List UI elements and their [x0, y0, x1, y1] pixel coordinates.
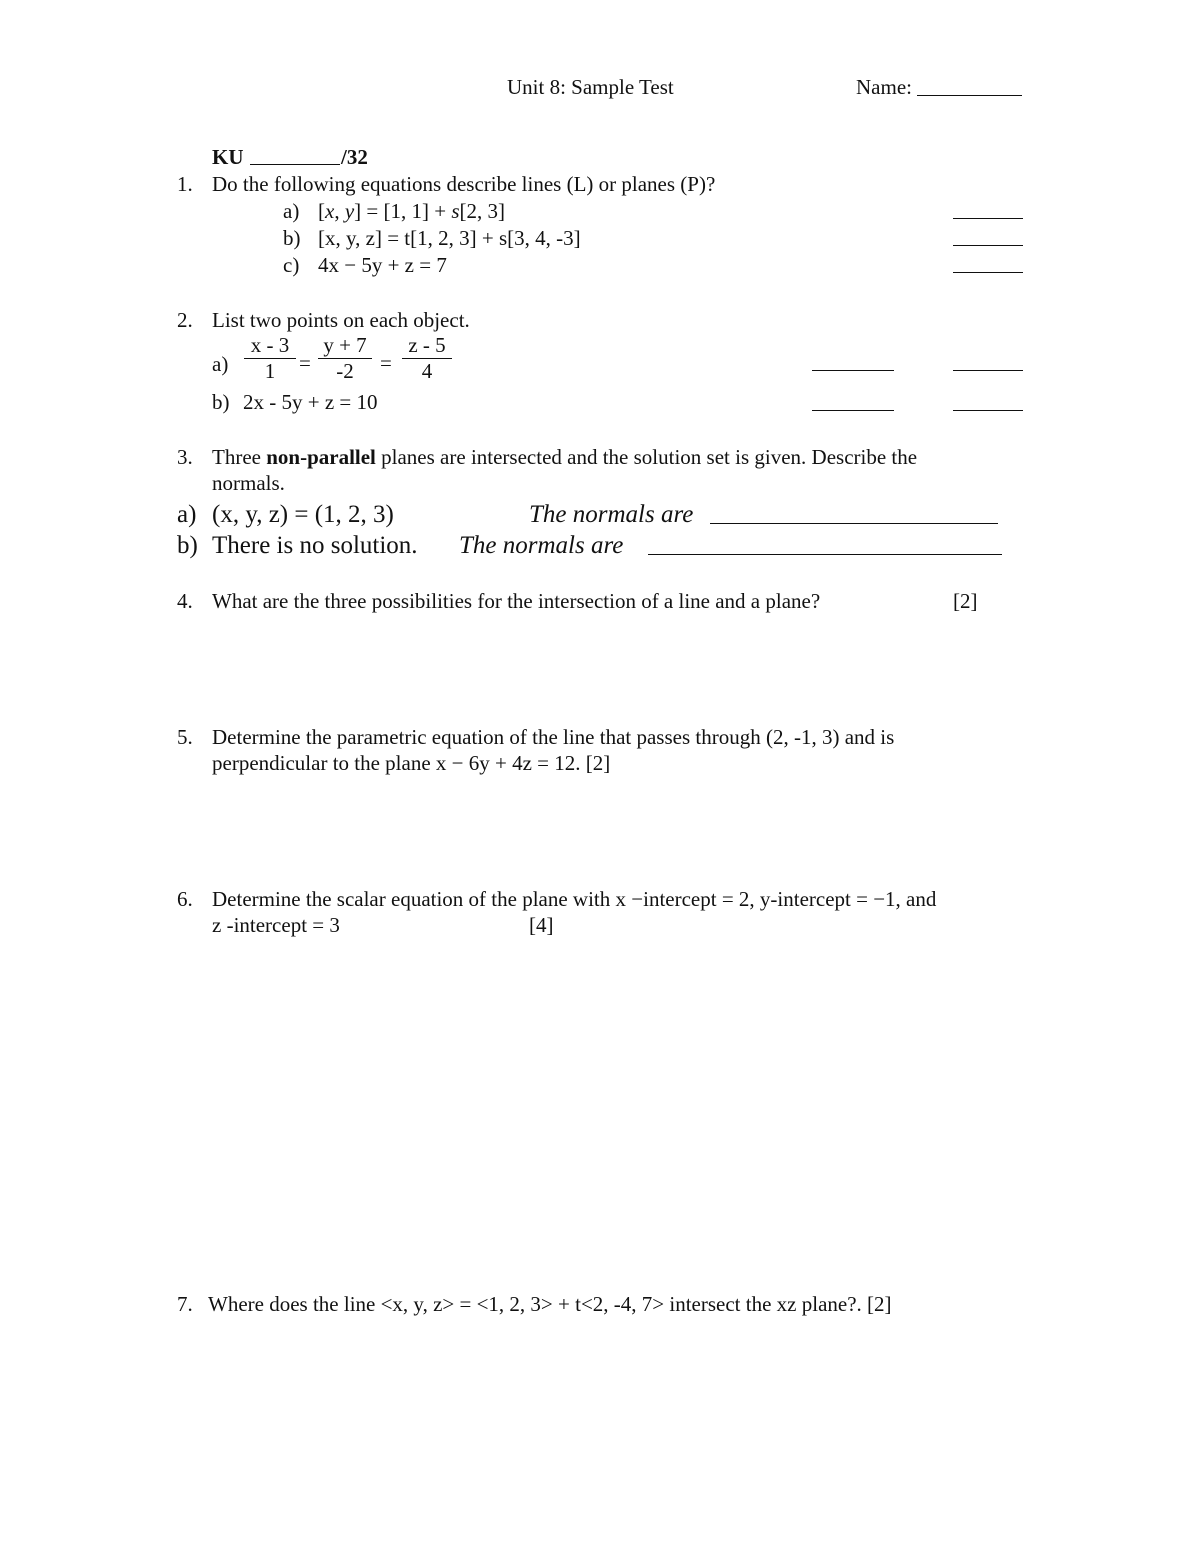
q4-text: What are the three possibilities for the intersection of a line and a plane? [212, 589, 821, 613]
q1b-equation: [x, y, z] = t[1, 2, 3] + s[3, 4, -3] [318, 226, 581, 250]
q6-number: 6. [177, 887, 193, 911]
fraction-z-numerator: z - 5 [402, 335, 452, 359]
q6-text-line2: z -intercept = 3 [212, 913, 340, 937]
q2b-label: b) [212, 390, 230, 414]
q7-number: 7. [177, 1292, 193, 1316]
q2a-fraction-y [318, 335, 372, 382]
q3-text-line2: normals. [212, 471, 285, 495]
q1c-label: c) [283, 253, 300, 277]
name-blank[interactable] [917, 95, 1022, 96]
q1a-answer-blank[interactable] [953, 218, 1023, 219]
q6-text-line1: Determine the scalar equation of the plane with x −intercept = 2, y-intercept = −1, and [212, 887, 937, 911]
q2b-equation: 2x - 5y + z = 10 [243, 390, 378, 414]
q6-marks: [4] [529, 913, 554, 937]
name-label: Name: [856, 75, 912, 99]
fraction-z-denominator: 4 [421, 359, 433, 383]
q4-marks: [2] [953, 589, 978, 613]
q2b-point1-blank[interactable] [812, 410, 894, 411]
fraction-x-numerator: x - 3 [244, 335, 296, 359]
q2a-equals-2: = [380, 351, 392, 375]
q2a-fraction-z [402, 335, 452, 382]
page-title: Unit 8: Sample Test [507, 75, 674, 99]
ku-score-blank[interactable] [250, 164, 340, 165]
ku-label: KU [212, 145, 244, 169]
ku-total: /32 [341, 145, 368, 169]
q2a-point2-blank[interactable] [953, 370, 1023, 371]
q1a-label: a) [283, 199, 300, 223]
q1b-label: b) [283, 226, 301, 250]
q1-number: 1. [177, 172, 193, 196]
q2a-point1-blank[interactable] [812, 370, 894, 371]
q3-number: 3. [177, 445, 193, 469]
q1c-equation: 4x − 5y + z = 7 [318, 253, 447, 277]
q7-text: Where does the line <x, y, z> = <1, 2, 3> + t<2, -4, 7> intersect the xz plane?. [2] [208, 1292, 892, 1316]
q3b-prompt: The normals are [459, 532, 624, 559]
q3a-answer-blank[interactable] [710, 523, 998, 524]
q5-text-line1: Determine the parametric equation of the line that passes through (2, -1, 3) and is [212, 725, 895, 749]
q3a-label: a) [177, 501, 197, 528]
q1c-answer-blank[interactable] [953, 272, 1023, 273]
fraction-x-denominator: 1 [264, 359, 276, 383]
q2a-equals-1: = [299, 351, 311, 375]
q2-text: List two points on each object. [212, 308, 470, 332]
q2-number: 2. [177, 308, 193, 332]
q3a-equation: (x, y, z) = (1, 2, 3) [212, 501, 394, 528]
q3a-prompt: The normals are [529, 501, 694, 528]
q3b-text: There is no solution. [212, 532, 418, 559]
q5-number: 5. [177, 725, 193, 749]
q3b-answer-blank[interactable] [648, 554, 1002, 555]
q1-text: Do the following equations describe lines (L) or planes (P)? [212, 172, 716, 196]
q2a-label: a) [212, 352, 229, 376]
fraction-y-denominator: -2 [336, 359, 354, 383]
fraction-y-numerator: y + 7 [318, 335, 372, 359]
q5-text-line2: perpendicular to the plane x − 6y + 4z = 12. [2] [212, 751, 611, 775]
q1b-answer-blank[interactable] [953, 245, 1023, 246]
q3-text: Three non-parallel planes are intersected and the solution set is given. Describe the [212, 445, 918, 469]
q2a-fraction-x [244, 335, 296, 382]
q3b-label: b) [177, 532, 198, 559]
q2b-point2-blank[interactable] [953, 410, 1023, 411]
q1a-equation: [x, y] = [1, 1] + s[2, 3] [318, 199, 506, 223]
q4-number: 4. [177, 589, 193, 613]
